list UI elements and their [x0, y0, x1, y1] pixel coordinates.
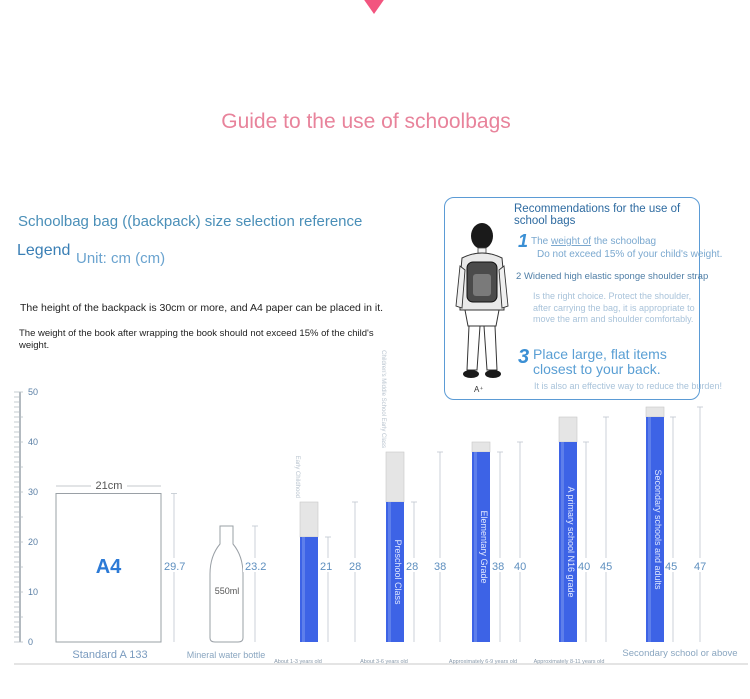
bag-max-label: 47 [694, 561, 707, 573]
y-tick-label: 40 [28, 437, 39, 447]
bag-max-label: 38 [434, 561, 447, 573]
bag-caption: About 3-6 years old [360, 659, 408, 665]
bag-extension [472, 442, 490, 452]
tip-1-text: Do not exceed 15% of your child's weight. [537, 249, 723, 260]
bag-highlight [388, 502, 391, 642]
figure-label: A⁺ [474, 385, 484, 394]
y-tick-label: 30 [28, 487, 39, 497]
bag-label: Elementary Grade [479, 510, 489, 584]
bag-highlight [561, 442, 564, 642]
bag-label: Preschool Class [393, 539, 403, 605]
unit-label: Unit: cm (cm) [76, 250, 166, 267]
a4-height-label: 29.7 [164, 561, 186, 573]
bag-upper-note: Early Childhood [294, 455, 300, 498]
tip-1-title: The weight of the schoolbag [531, 236, 657, 247]
bag-extension [300, 502, 318, 537]
tip-2-title: 2 Widened high elastic sponge shoulder strap [516, 271, 709, 282]
reference-title: Schoolbag bag ((backpack) size selection reference [18, 213, 363, 230]
tip-3-number: 3 [518, 346, 530, 368]
bag-max-label: 28 [349, 561, 362, 573]
tip-2-text: Is the right choice. Protect the shoulder, after carrying the bag, it is appropriate to move the arm and shoulder comfortably. [533, 291, 695, 325]
y-tick-label: 20 [28, 537, 39, 547]
bag-min-label: 40 [578, 561, 591, 573]
bottle-height-label: 23.2 [245, 561, 267, 573]
page-title: Guide to the use of schoolbags [221, 110, 511, 133]
bag-min-label: 28 [406, 561, 419, 573]
bag-highlight [302, 537, 305, 642]
a4-label: A4 [95, 556, 122, 578]
bag-highlight [474, 452, 477, 642]
y-tick-label: 0 [28, 637, 34, 647]
bag-extension [386, 452, 404, 502]
bag-upper-note: Children's Middle School Early Class [380, 350, 386, 448]
water-bottle [210, 526, 243, 642]
legend-label: Legend [17, 242, 71, 259]
bag-caption: Secondary school or above [622, 648, 738, 659]
bag-extension [559, 417, 577, 442]
bag-highlight [648, 417, 651, 642]
height-note: The height of the backpack is 30cm or more, and A4 paper can be placed in it. [20, 302, 384, 314]
bag-label: Secondary schools and adults [653, 469, 663, 590]
bag-max-label: 45 [600, 561, 613, 573]
bottle-caption: Mineral water bottle [186, 650, 266, 660]
a4-width-label: 21cm [95, 480, 123, 492]
bottle-label: 550ml [214, 586, 240, 596]
bag-caption: Approximately 8-11 years old [533, 659, 605, 665]
bag-caption: Approximately 6-9 years old [448, 659, 518, 665]
bag-label: A primary school N16 grade [566, 486, 576, 598]
y-tick-label: 10 [28, 587, 39, 597]
bag-caption: About 1-3 years old [274, 659, 322, 665]
bag-min-label: 21 [320, 561, 333, 573]
a4-caption: Standard A 133 [72, 649, 148, 661]
tip-1-number: 1 [518, 231, 529, 251]
bag-max-label: 40 [514, 561, 527, 573]
bag-extension [646, 407, 664, 417]
bag-min-label: 38 [492, 561, 505, 573]
y-tick-label: 50 [28, 387, 39, 397]
tip-3-text: It is also an effective way to reduce the burden! [534, 381, 722, 391]
weight-note: The weight of the book after wrapping the book should not exceed 15% of the child's weight. [19, 328, 374, 351]
bag-min-label: 45 [665, 561, 678, 573]
recommendations-title: Recommendations for the use of school bags [514, 203, 681, 228]
tip-3-title: Place large, flat items closest to your back. [533, 346, 667, 377]
